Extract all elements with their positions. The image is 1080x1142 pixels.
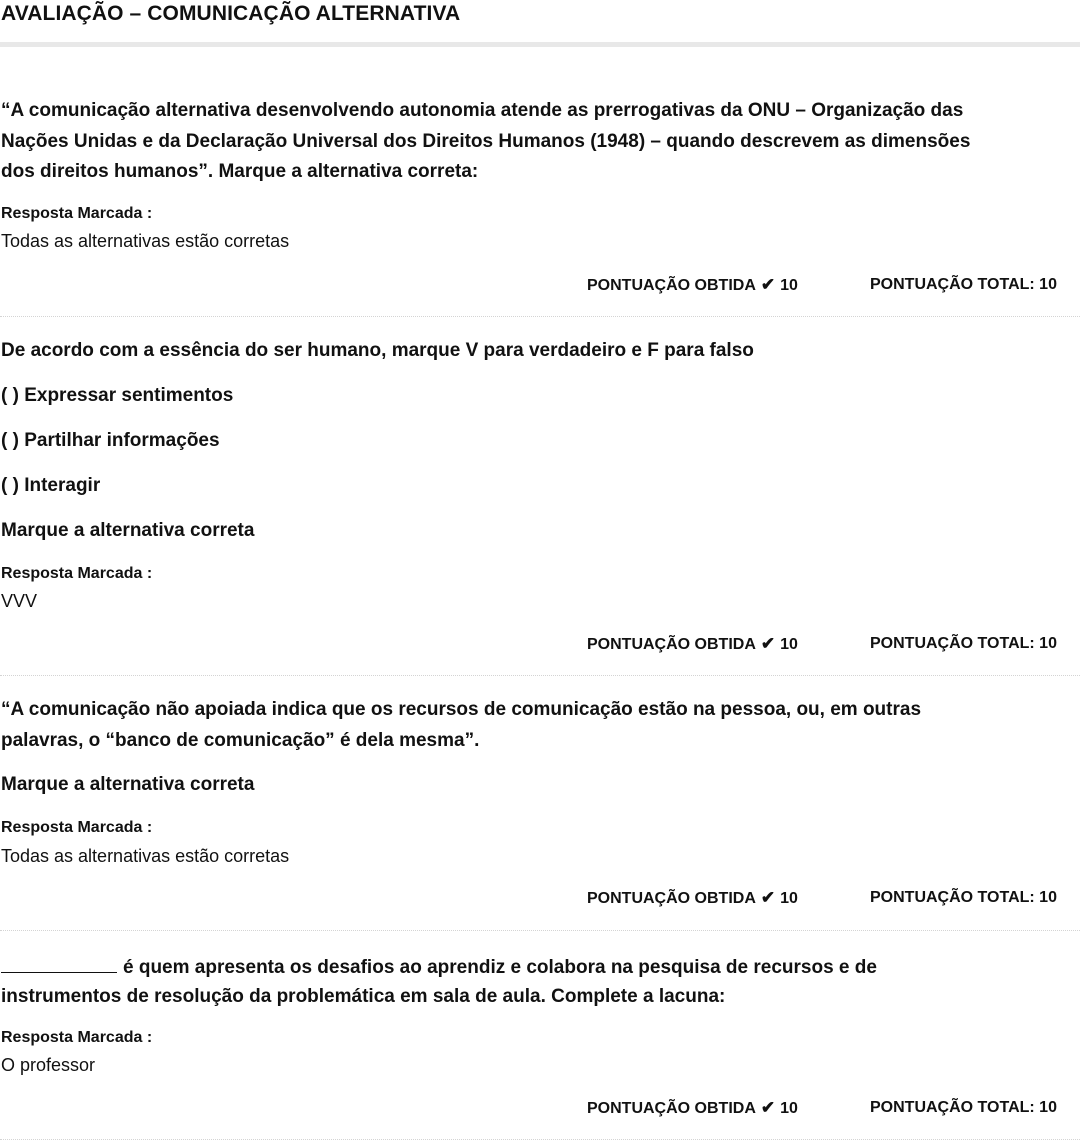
question-text-line: Nações Unidas e da Declaração Universal dos Direitos Humanos (1948) – quando descrevem as dimensões — [1, 131, 971, 152]
score-obtained — [587, 275, 798, 296]
question-text-line: “A comunicação não apoiada indica que os recursos de comunicação estão na pessoa, ou, em outras — [1, 699, 922, 720]
response-label: Resposta Marcada : — [1, 205, 153, 222]
response-value: Todas as alternativas estão corretas — [1, 231, 290, 251]
score-obtained-label: PONTUAÇÃO OBTIDA — [587, 277, 756, 294]
question-text-line: Marque a alternativa correta — [1, 774, 255, 795]
score-obtained-value: 10 — [780, 277, 798, 294]
question-option-line: ( ) Interagir — [1, 475, 101, 496]
question-text-line: “A comunicação alternativa desenvolvendo autonomia atende as prerrogativas da ONU – Organização das — [1, 100, 964, 121]
score-obtained-label: PONTUAÇÃO OBTIDA — [587, 1100, 756, 1117]
question-text-line: De acordo com a essência do ser humano, marque V para verdadeiro e F para falso — [1, 340, 754, 361]
question-option-line: ( ) Expressar sentimentos — [1, 385, 234, 406]
response-label: Resposta Marcada : — [1, 1029, 153, 1046]
title-divider — [0, 42, 1080, 47]
question-text-line — [1, 954, 877, 979]
score-obtained-value: 10 — [780, 1100, 798, 1117]
question-divider — [0, 675, 1080, 676]
check-icon: ✔ — [760, 275, 776, 294]
question-divider — [0, 1139, 1080, 1140]
score-obtained — [587, 888, 798, 909]
check-icon: ✔ — [760, 634, 776, 653]
question-text-line: instrumentos de resolução da problemática em sala de aula. Complete a lacuna: — [1, 986, 726, 1007]
page-title: AVALIAÇÃO – COMUNICAÇÃO ALTERNATIVA — [1, 2, 461, 25]
question-text-line: Marque a alternativa correta — [1, 520, 255, 541]
question-text-fragment: é quem apresenta os desafios ao aprendiz e colabora na pesquisa de recursos e de — [123, 957, 877, 978]
response-value: O professor — [1, 1055, 96, 1075]
question-option-line: ( ) Partilhar informações — [1, 430, 220, 451]
score-obtained-value: 10 — [780, 636, 798, 653]
question-divider — [0, 930, 1080, 931]
response-value: Todas as alternativas estão corretas — [1, 846, 290, 866]
score-total: PONTUAÇÃO TOTAL: 10 — [870, 889, 1057, 906]
question-divider — [0, 316, 1080, 317]
score-obtained — [587, 1098, 798, 1119]
score-obtained-value: 10 — [780, 890, 798, 907]
check-icon: ✔ — [760, 888, 776, 907]
question-text-line: palavras, o “banco de comunicação” é dela mesma”. — [1, 730, 480, 751]
response-label: Resposta Marcada : — [1, 565, 153, 582]
score-obtained-label: PONTUAÇÃO OBTIDA — [587, 890, 756, 907]
score-total: PONTUAÇÃO TOTAL: 10 — [870, 635, 1057, 652]
page-header — [0, 0, 1080, 48]
check-icon: ✔ — [760, 1098, 776, 1117]
score-total: PONTUAÇÃO TOTAL: 10 — [870, 276, 1057, 293]
score-total: PONTUAÇÃO TOTAL: 10 — [870, 1099, 1057, 1116]
question-text-line: dos direitos humanos”. Marque a alternativa correta: — [1, 161, 479, 182]
score-obtained-label: PONTUAÇÃO OBTIDA — [587, 636, 756, 653]
response-value: VVV — [1, 591, 38, 611]
score-obtained — [587, 634, 798, 655]
fill-in-blank — [1, 954, 117, 973]
response-label: Resposta Marcada : — [1, 819, 153, 836]
